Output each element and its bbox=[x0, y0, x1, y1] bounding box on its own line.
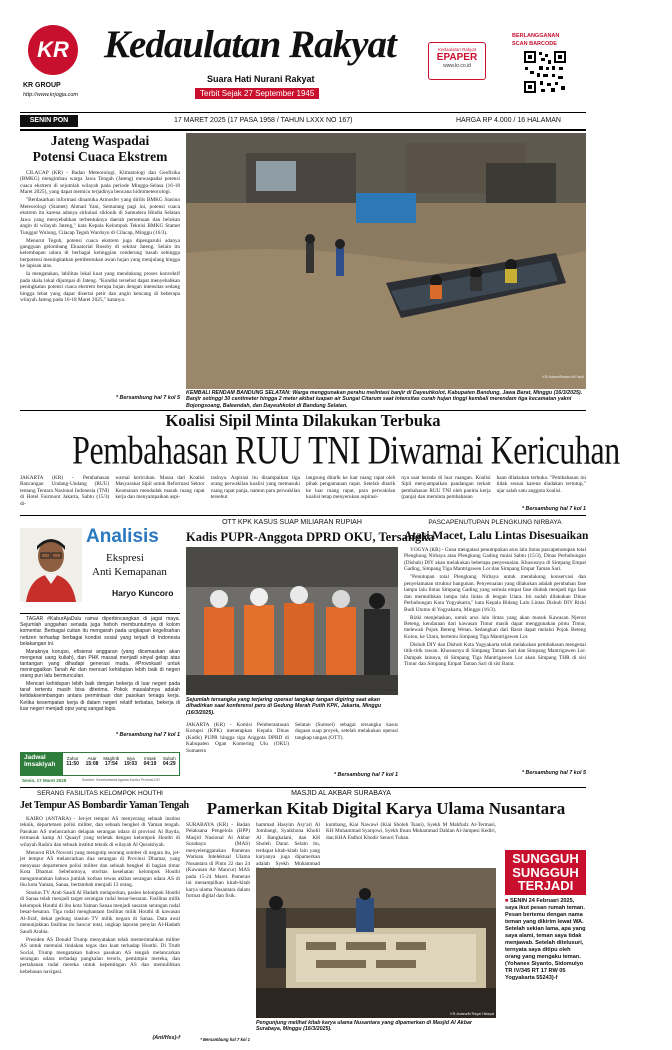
prayer-name: Asar bbox=[87, 756, 97, 761]
plengkung-paragraph: "Penutupan total Plengkung Nirbaya untuk mendukung konservasi dan penyelamatan struktur bangunan. Penyesuaian yang dilakukan adalah perubahan fase lampu lalu lintas Simpang Gading yang semula empat fase diubah menjadi tiga fase dan memutihkan lampu lalu lintas di lengan Utara. Ini sudah dilakukan Dinas Perhubungan Kota Yogyakarta," kata Kepala Bidang Lalu Lintas Dishub DIY Rizki Budi Utomo di Yogyakarta, Minggu (16/3). bbox=[404, 574, 586, 613]
flood-caption-text: Warga menggunakan perahu melintasi banjir di Dayeuhkolot, Kabupaten Bandung, Jawa Barat, Minggu (16/3/2025). Banjir setinggi 30 centimeter hingga 2 meter akibat luapan air Sungai Citarum saat intensitas curah hujan tinggi kembali merendam tiga kecamatan yakni Bojongsoang, Baleendah, dan Dayeuhkolot di Bandung Selatan. bbox=[186, 390, 583, 409]
prayer-name: Zuhur bbox=[66, 756, 79, 761]
kpk-kicker: OTT KPK KASUS SUAP MILIARAN RUPIAH bbox=[222, 519, 362, 526]
flood-photo-scene bbox=[186, 133, 586, 389]
analisis-subtitle-1: Ekspresi bbox=[106, 552, 144, 564]
prayer-name: Subuh bbox=[162, 756, 176, 761]
jateng-headline-line2: Potensi Cuaca Ekstrem bbox=[32, 148, 168, 164]
yaman-paragraph: Stasiun TV Arab Saudi Al Hadath melaporkan, pasien kelompok Houthi di Sanaa telah menjadi target serangan rudal besar-besaran. Fasilitas milik kelompok Houthi di ibu kota Yaman Sanaa menjadi sasaran serangan rudal besar-besaran. Tiga rudal menghantam fasilitas milik Houthi di kawasan Al-Jiraf, dekat gedung stasiun TV milik negara di Sanaa. Data awal menunjukkan fasilitas itu hancur total, ungkap laporan penyiar Al-Hadath Saudi Arabia. bbox=[20, 889, 180, 935]
ruu-column: haan dilakukan terbuka. "Pembahasan ini tidak sesuai karena diadakan tertutup," ujar salah satu anggota koalisi. bbox=[496, 475, 586, 494]
since-label: Terbit Sejak 27 September 1945 bbox=[195, 88, 319, 99]
yaman-headline: Jet Tempur AS Bombardir Yaman Tengah bbox=[20, 800, 189, 811]
kpk-photo-scene bbox=[186, 547, 398, 695]
jateng-paragraph: CILACAP (KR) - Badan Meteorologi, Klimatologi dan Geofisika (BMKG) mengimbau warga Jawa Tengah (Jateng) mewaspadai potensi cuaca ekstrem di sejumlah wilayah pada periode Minggu-Selasa (16-18 Maret 2025), yang dapat memicu terjadinya bencana hidrometeorologi. bbox=[20, 170, 180, 196]
jateng-headline-line1: Jateng Waspadai bbox=[50, 133, 150, 148]
analisis-subtitle-2: Anti Kemapanan bbox=[92, 566, 167, 578]
dateline-price: HARGA RP 4.000 / 16 HALAMAN bbox=[456, 117, 561, 124]
ruu-column: langsung ditarik ke luar ruang rapat oleh pihak pengamanan rapat. Setelah ditarik ke luar ruang rapat, para perwakilan koalisi tetap menyerukan aspirasi- bbox=[305, 475, 396, 501]
subscribe-line1: BERLANGGANAN bbox=[512, 33, 560, 39]
kitab-col2: hammad Hasyim Asy'ari Al Jombangi, Syaikhona Kholil Al Bangkalani, dan KH Sholeh Darat. Selain itu, terdapat kitab-kitab lain yang karyanya juga dipamerkan adalah Syekh Muhammad bbox=[256, 822, 320, 867]
flood-photo-credit: KR-Antara/Raisan Al Farisi bbox=[542, 375, 584, 379]
flood-photo bbox=[186, 133, 586, 389]
epaper-label: EPAPER bbox=[436, 52, 478, 63]
plengkung-body bbox=[404, 547, 586, 765]
analisis-label: Analisis bbox=[86, 526, 159, 547]
kpk-caption: Sejumlah tersangka yang terjaring operasi tangkap tangan digiring saat akan dihadirkan saat konferensi pers di Gedung Merah Putih KPK, Jakarta, Minggu (16/3/2025). bbox=[186, 697, 382, 716]
prayer-label bbox=[21, 753, 63, 775]
yaman-continued: (Ant/Hss)-f bbox=[152, 1035, 180, 1041]
prayer-date: Senin, 17 Maret 2025 bbox=[22, 778, 67, 783]
analisis-author: Haryo Kuncoro bbox=[112, 588, 174, 598]
qr-code-icon[interactable] bbox=[523, 50, 567, 94]
epaper-url: www.kr.co.id bbox=[443, 63, 471, 69]
kpk-columns bbox=[186, 722, 398, 754]
kpk-column: JAKARTA (KR) - Komisi Pemberantasan Korupsi (KPK) menetapkan Kepala Dinas (Kadis) PUPR hingga tiga Anggota DPRD di Kabupaten Ogan Komering Ulu (OKU) Sumatera bbox=[186, 722, 289, 754]
kitab-photo bbox=[256, 868, 496, 1018]
yaman-paragraph: KAIRO (ANTARA) - Jet-jet tempur AS menyerang sebuah institut teknik, departemen polisi militer, dan sebuah bengkel di Yaman tengah. Pasukan AS melancarkan delapan serangan udara di provinsi Al Bayda, termasuk kamp Al Quaayf yang terletak dengan kelompok Houthi di wilayah Rada'a dan sebuah institut teknik di wilayah Al Quraishyah. bbox=[20, 816, 180, 848]
prayer-source: Sumber: Kesekretariat Agama Kantor Provinsi DIY bbox=[82, 778, 161, 782]
prayer-time: 15:08 bbox=[85, 761, 99, 767]
masthead-tagline: Suara Hati Nurani Rakyat bbox=[207, 74, 315, 84]
subscribe-line2: SCAN BARCODE bbox=[512, 41, 557, 47]
analisis-continued: * Bersambung hal 7 kol 1 bbox=[115, 732, 180, 738]
masthead-title: Kedaulatan Rakyat bbox=[104, 23, 396, 66]
sungguh-title bbox=[505, 850, 586, 895]
flood-caption-lead: KEMBALI RENDAM BANDUNG SELATAN: bbox=[186, 390, 291, 396]
ruu-rule-bottom bbox=[20, 515, 586, 516]
analisis-paragraph: TAGAR #KaburAjaDulu ramai diperbincangkan di jagat maya. Sejumlah unggahan senada juga heboh membuntutinya di kolom komentar. Berbagai cuitan itu mengarah pada ungkapan kegelisahan netizen terhadap berbagai kondisi sosial yang terjadi di Indonesia belakangan ini. bbox=[20, 616, 180, 647]
jateng-paragraph: Ia mengatakan, labilitas lokal kuat yang mendukung proses konvektif pada skala lokal dijumpai di Jateng. "Kondisi tersebut dapat menyebabkan peningkatan potensi cuaca ekstrem berupa hujan dengan intensitas sedang hingga lebat yang dapat disertai petir dan angin kencang di beberapa wilayah Jateng pada 16-18 Maret 2025," katanya. bbox=[20, 271, 180, 304]
mid-rule bbox=[20, 787, 586, 788]
sungguh-title-3: TERJADI bbox=[517, 878, 574, 894]
plengkung-kicker: PASCAPENUTUPAN PLENGKUNG NIRBAYA bbox=[428, 519, 562, 526]
kitab-caption: Pengunjung melihat kitab karya ulama Nusantara yang dipamerkan di Masjid Al Akbar Surabaya, Minggu (16/3/2025). bbox=[256, 1020, 472, 1033]
kitab-col1: SURABAYA (KR) - Badan Pelaksana Pengelola (BPP) Masjid Nasional Al Akbar Surabaya (MAS) menyelenggarakan Pameran Warisan Intelektual Ulama Nusantara di Pintu 22 dan 24 (Kawasan Air Mancur) MAS pada 15-24 Maret. Pameran ini menampilkan kitab-kitab karya ulama Nusantara dalam format digital dan fisik. bbox=[186, 822, 250, 899]
prayer-cell bbox=[160, 753, 179, 775]
author-portrait bbox=[20, 528, 82, 602]
jateng-headline bbox=[20, 133, 180, 164]
ruu-column: nya saat berada di luar ruangan. Koalisi Sipil menyampaikan pandangan terkait pembahasan RUU TNI oleh panitia kerja (panja) dan meminta pembahasan bbox=[401, 475, 491, 501]
yaman-paragraph: Menurut RIA Novosti yang mengutip seorang sumber di negara itu, jet-jet tempur AS melancarkan dua serangan di Provinsi Dhamar, yang menyasar departemen polisi militer dan sebuah bengkel di bagian timur Kota Dhamar. Sebelumnya, otoritas kesehatan kelompok Houthi mengumumkan bahwa jumlah korban tewas akibat serangan udara AS di ibu kota Yaman, Sanaa, bertambah menjadi 13 orang. bbox=[20, 849, 180, 889]
kpk-photo bbox=[186, 547, 398, 695]
sungguh-body bbox=[505, 898, 586, 982]
kitab-kicker: MASJID AL AKBAR SURABAYA bbox=[291, 790, 391, 797]
ruu-column: warnai kericuhan. Massa dari Koalisi Masyarakat Sipil untuk Reformasi Sektor Keamanan mendadak masuk ruang rapat kerja dan menyampaikan aspi- bbox=[115, 475, 205, 501]
analisis-body bbox=[20, 616, 180, 728]
analisis-rule bbox=[20, 613, 180, 614]
yaman-body bbox=[20, 816, 180, 1034]
ruu-column: rasinya. Aspirasi itu disampaikan tiga orang perwakilan koalisi yang memasuki ruang rapat panja, namun para perwakilan tersebut bbox=[210, 475, 300, 501]
sungguh-title-2: SUNGGUH bbox=[512, 864, 579, 880]
ruu-kicker: Koalisi Sipil Minta Dilakukan Terbuka bbox=[165, 411, 441, 430]
masthead-rule bbox=[20, 112, 586, 113]
sungguh-bullet-icon: ■ bbox=[505, 897, 509, 904]
prayer-cell bbox=[82, 753, 101, 775]
prayer-time: 11:50 bbox=[66, 761, 79, 767]
prayer-time: 04:19 bbox=[143, 761, 157, 767]
flood-caption bbox=[186, 390, 586, 409]
prayer-schedule bbox=[20, 752, 180, 776]
dateline-date: 17 MARET 2025 (17 PASA 1958 / TAHUN LXXX NO 167) bbox=[174, 117, 353, 124]
prayer-time: 17:54 bbox=[104, 761, 118, 767]
sungguh-text: SENIN 24 Februari 2025, saya ikut pesan rumah teman. Pesan bertemu dengan nama teman yang dikirim lewat WA. Setelah sekian lama, apa yang saya alami, teman saya tidak menjawab. Setelah ditelusuri, ternyata saya ditipu oleh orang yang mengaku teman. (Yohanes Siyanto, Sidomulyo TR IV/345 RT 17 RW 05 Yogyakarta 55243)-f bbox=[505, 897, 586, 981]
kpk-column: Selatan (Sumsel) sebagai tersangka kasus dugaan suap proyek, setelah melakukan operasi tangkap tangan (OTT). bbox=[295, 722, 398, 741]
plengkung-headline: Atasi Macet, Lalu Lintas Disesuaikan bbox=[404, 530, 589, 542]
group-url[interactable]: http://www.krjogja.com bbox=[23, 92, 79, 98]
kpk-photo-credit: KR-Antara/Fakhri Hermansyah bbox=[348, 688, 396, 692]
plengkung-paragraph: Dishub DIY dan Dishub Kota Yogyakarta telah melakukan pembahasan mengenai titik-titik rawan. Khususnya di Simpang Taman Sari dan Simpang Mantrigawen Lor. Dampak lainnya, di Simpang Tiga Mantrigawen Lor akan Simpang THR di sisi Timur dan Simpang Empat Taman Sari di sisi Barat. bbox=[404, 641, 586, 668]
prayer-time: 04:29 bbox=[162, 761, 176, 767]
prayer-grid bbox=[63, 753, 179, 775]
ruu-headline-text: Pembahasan RUU TNI Diwarnai Kericuhan bbox=[72, 428, 620, 473]
yaman-paragraph: Presiden AS Donald Trump menyatakan telah memerintahkan militer AS untuk memulai tindakan tegas dan kuat terhadap Houthi. Di Truth Social, Trump mengatakan bahwa pasukan AS tengah melancarkan serangan udara terhadap pangkalan teroris, pemimpin mereka, dan pertahanan rudal mereka untuk kepentingan AS dan memulihkan kebebasan navigasi. bbox=[20, 936, 180, 975]
dateline-day: SENIN PON bbox=[20, 115, 78, 127]
prayer-label-1: Jadwal bbox=[24, 754, 46, 761]
kpk-continued: * Bersambung hal 7 kol 1 bbox=[333, 772, 398, 778]
plengkung-paragraph: YOGYA (KR) - Guna mengatasi penumpukan arus lalu lintas pascapenutupan total Plengkung Nirbaya atau Plengkung Gading mulai Sabtu (15/3), Dinas Perhubungan (Dishub) DIY akan melakukan beberapa penyesuaian. Khususnya di Simpang Empat Gading, Simpang Tiga Mantrigawen Lor dan Simpang Empat Taman Sari. bbox=[404, 547, 586, 573]
dateline-rule bbox=[20, 129, 586, 131]
analisis-box bbox=[20, 520, 180, 612]
epaper-box[interactable] bbox=[428, 42, 486, 80]
kitab-continued: * Bersambung hal 7 kol 1 bbox=[200, 1037, 250, 1042]
jateng-paragraph: Menurut Teguh, potensi cuaca ekstrem juga dipengaruhi adanya gangguan gelombang Ekuatorial Rossby di sekitar Jateng. Selain itu kelembapan udara di berbagai ketinggian cenderung basah sehingga berpotensi meningkatkan pembentukan awan hujan yang menjulang hingga ke lapisan atas. bbox=[20, 237, 180, 270]
epaper-brand: Kedaulatan Rakyat bbox=[437, 47, 477, 52]
ruu-columns bbox=[20, 475, 586, 507]
prayer-name: Maghrib bbox=[103, 756, 120, 761]
prayer-time: 19:03 bbox=[124, 761, 138, 767]
ruu-column: JAKARTA (KR) - Pembahasan Rancangan Undang-Undang (RUU) tentang Tentara Nasional Indonesia (TNI) di Hotel Fairmont Jakarta, Sabtu (15/3) di- bbox=[20, 475, 110, 507]
kr-logo-text: KR bbox=[37, 37, 69, 62]
kitab-photo-scene bbox=[256, 868, 496, 1018]
prayer-name: Isya bbox=[126, 756, 135, 761]
group-label: KR GROUP bbox=[23, 82, 61, 89]
prayer-cell bbox=[121, 753, 140, 775]
ruu-headline bbox=[20, 428, 620, 473]
ruu-continued: * Bersambung hal 7 kol 1 bbox=[521, 506, 586, 512]
jateng-body bbox=[20, 170, 180, 394]
prayer-cell bbox=[102, 753, 121, 775]
prayer-cell bbox=[140, 753, 159, 775]
kpk-headline: Kadis PUPR-Anggota DPRD OKU, Tersangka bbox=[186, 530, 435, 544]
analisis-paragraph: Mencari kehidupan lebih baik dengan bekerja di luar negeri pada taraf tertentu masih bisa diterima. Pokok masalahnya adalah ketidakseimbangan antara permintaan dan pasokan tenaga kerja. Ketika kesempatan kerja di dalam negeri relatif terbatas, bekerja di luar negeri menjadi opsi yang sangat logis. bbox=[20, 681, 180, 712]
jateng-continued: * Bersambung hal 7 kol 5 bbox=[115, 395, 180, 401]
sungguh-box bbox=[505, 850, 586, 1046]
prayer-label-2: Imsakiyah bbox=[24, 760, 56, 768]
yaman-kicker: SERANG FASILITAS KELOMPOK HOUTHI bbox=[37, 790, 163, 797]
kr-logo bbox=[28, 25, 78, 75]
jateng-paragraph: "Berdasarkan informasi dinamika Atmosfer yang dirilis BMKG Stasiun Meteorologi (Stamet) Ahmad Yani, Semarang pagi ini, potensi cuaca ekstrem itu karena adanya sirkulasi siklonik di Samudera Hindia Selatan Jawa yang menyebabkan terbentuknya daerah pertemuan dan belokan angin di wilayah Jateng," kata Kepala Kelompok Teknisi BMKG Stamet Tunggul Wulung, Cilacap Teguh Wardoyo di Cilacap, Minggu (16/3). bbox=[20, 197, 180, 236]
plengkung-continued: * Bersambung hal 7 kol 5 bbox=[521, 770, 586, 776]
plengkung-paragraph: Rizki menjelaskan, untuk arus lalu lintas yang akan masuk Kawasan Njeron Beteng, kendaraan dari kawasan Timur masih dapat menggunakan pintu Timur, melewati Pojok Beteng Wetan. Sedangkan dari Barat dapat melalui Pojok Beteng Kulon, ke Utara, bertemu Simpang Tiga Mantrigawen Lor. bbox=[404, 614, 586, 640]
kitab-photo-credit: KR-Antara/M Risyal Hidayat bbox=[450, 1012, 494, 1016]
prayer-cell bbox=[63, 753, 82, 775]
analisis-paragraph: Maraknya korupsi, efisiensi anggaran (yang dicemaskan akan mengenai uang kuliah), dan PHK massal menjadi sinyal gelap atas tantangan yang dihadapi generasi muda. #ProvokasiI untuk meninggalkan Tanah Air dan mencari kehidupan lebih baik di negeri orang pun lalu bermunculan. bbox=[20, 648, 180, 680]
kitab-headline: Pamerkan Kitab Digital Karya Ulama Nusantara bbox=[206, 799, 566, 818]
prayer-name: Imsak bbox=[144, 756, 156, 761]
kitab-col3: kumbang, Kiai Nawawi (Kiai Sholeh Tsani), Syekh M Mahfudz At-Termasi, KH Muhammad Syarqowi, Syekh Ihsan Muhammad Dahlan Al-Jampesi Kediri, dan KHA Fadhol Khodir Senori Tuban. bbox=[326, 822, 496, 841]
sungguh-title-1: SUNGGUH bbox=[512, 851, 579, 866]
